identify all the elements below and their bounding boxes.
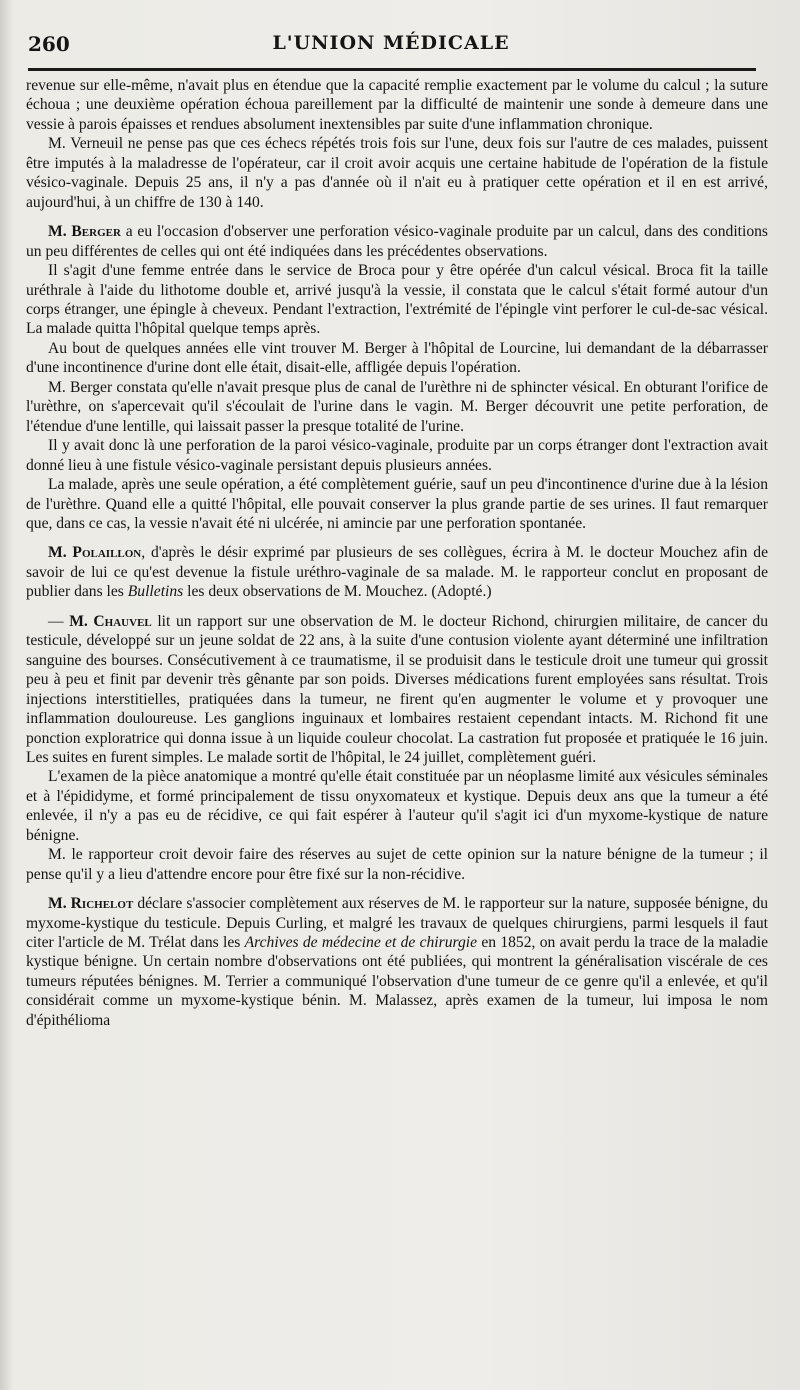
paragraph: Il s'agit d'une femme entrée dans le service de Broca pour y être opérée d'un calcul vésical. Broca fit la taille uréthrale à l'aide du lithotome double et, arrivé jusqu'à la vessie, il constata que le calcul s'était formé autour d'un corps étranger, une épingle à cheveux. Pendant l'extraction, l'extrémité de l'épingle vint perforer le cul-de-sac vésical. La malade quitta l'hôpital quelque temps après. <box>26 262 768 338</box>
paragraph: L'examen de la pièce anatomique a montré qu'elle était constituée par un néoplasme limité aux vésicules séminales et à l'épididyme, et formé principalement de tissu onyxomateux et kystique. Depuis deux ans que la tumeur a été enlevée, il n'y a pas eu de récidive, ce qui fait espérer à l'auteur qu'il s'agit ici d'un myxome-kystique de nature bénigne. <box>26 768 768 844</box>
page-header <box>22 30 760 60</box>
paragraph: M. Berger constata qu'elle n'avait presque plus de canal de l'urèthre ni de sphincter vésical. En obturant l'orifice de l'urèthre, on s'apercevait qu'il s'écoulait de l'urine dans le vagin. M. Berger découvrit une petite perforation, de l'étendue d'une lentille, qui laissait passer la presque totalité de l'urine. <box>26 378 768 435</box>
page-number: 260 <box>28 32 70 56</box>
speaker-name: M. Polaillon <box>48 544 142 562</box>
paragraph: Il y avait donc là une perforation de la paroi vésico-vaginale, produite par un corps étranger dont l'extraction avait donné lieu à une fistule vésico-vaginale persistant depuis plusieurs années. <box>26 437 768 474</box>
paragraph: — M. Chauvel lit un rapport sur une observation de M. le docteur Richond, chirurgien militaire, de cancer du testicule, développé sur un jeune soldat de 22 ans, à la suite d'une contusion violente ayant déterminé une infiltration sanguine des bourses. Consécutivement à ce traumatisme, il se produisit dans le testicule droit une tumeur qui grossit peu à peu et finit par devenir très gênante par son poids. Diverses médications furent employées sans résultat. Trois injections interstitielles, pratiquées dans la tumeur, ne firent qu'en augmenter le volume et y provoquer une inflammation douloureuse. Les ganglions inguinaux et lombaires restaient cependant intacts. M. Richond fit une ponction exploratrice qui donna issue à un liquide couleur chocolat. La castration fut proposée et pratiquée le 16 juin. Les suites en furent simples. Le malade sortit de l'hôpital, le 24 juillet, complètement guéri. <box>26 612 768 766</box>
paragraph: M. Berger a eu l'occasion d'observer une perforation vésico-vaginale produite par un calcul, dans des conditions un peu différentes de celles qui ont été indiquées dans les précédentes observations. <box>26 223 768 260</box>
paragraph: M. Verneuil ne pense pas que ces échecs répétés trois fois sur l'une, deux fois sur l'autre de ces malades, puissent être imputés à la maladresse de l'opérateur, car il croit avoir acquis une certaine habitude de l'opération de la fistule vésico-vaginale. Depuis 25 ans, il n'y a pas d'année où il n'ait eu à pratiquer cette opération et il en est arrivé, aujourd'hui, à un chiffre de 130 à 140. <box>26 135 768 211</box>
running-title: L'UNION MÉDICALE <box>272 32 510 54</box>
paragraph: M. Polaillon, d'après le désir exprimé par plusieurs de ses collègues, écrira à M. le docteur Mouchez afin de savoir de lui ce qu'est devenue la fistule uréthro-vaginale de sa malade. M. le rapporteur conclut en proposant de publier dans les Bulletins les deux observations de M. Mouchez. (Adopté.) <box>26 544 768 601</box>
speaker-name: M. Chauvel <box>69 612 152 630</box>
paragraph: M. Richelot déclare s'associer complètement aux réserves de M. le rapporteur sur la nature, supposée bénigne, du myxome-kystique du testicule. Depuis Curling, et malgré les travaux de quelques chirurgiens, parmi lesquels il faut citer l'article de M. Trélat dans les Archives de médecine et de chirurgie en 1852, on avait perdu la trace de la maladie kystique bénigne. Un certain nombre d'observations ont été publiées, qui montrent la généralisation viscérale de ces tumeurs réputées bénignes. M. Terrier a communiqué l'observation d'une tumeur de ce genre qu'il a enlevée, et qu'il considérait comme un myxome-kystique bénin. M. Malassez, après examen de la tumeur, lui imposa le nom d'épithélioma <box>26 895 768 1029</box>
paragraph: Au bout de quelques années elle vint trouver M. Berger à l'hôpital de Lourcine, lui demandant de la débarrasser d'une incontinence d'urine dont elle était, disait-elle, affligée depuis l'opération. <box>26 339 768 377</box>
speaker-name: M. Berger <box>48 223 121 241</box>
header-rule <box>28 68 756 71</box>
speaker-name: M. Richelot <box>48 895 134 913</box>
paragraph: M. le rapporteur croit devoir faire des réserves au sujet de cette opinion sur la nature bénigne de la tumeur ; il pense qu'il y a lieu d'attendre encore pour être fixé sur la non-récidive. <box>26 846 768 883</box>
body-text <box>26 76 768 1376</box>
paragraph: La malade, après une seule opération, a été complètement guérie, sauf un peu d'incontinence d'urine due à la lésion de l'urèthre. Quand elle a quitté l'hôpital, elle pouvait conserver la plus grande partie de ses urines. Il faut remarquer que, dans ce cas, la vessie n'avait été ni ulcérée, ni amincie par une perforation spontanée. <box>26 476 768 532</box>
paragraph: revenue sur elle-même, n'avait plus en étendue que la capacité remplie exactement par le volume du calcul ; la suture échoua ; une deuxième opération échoua pareillement par la difficulté de maintenir une sonde à demeure dans une vessie à parois épaisses et rendues absolument inextensibles par suite d'une inflammation chronique. <box>26 77 768 133</box>
